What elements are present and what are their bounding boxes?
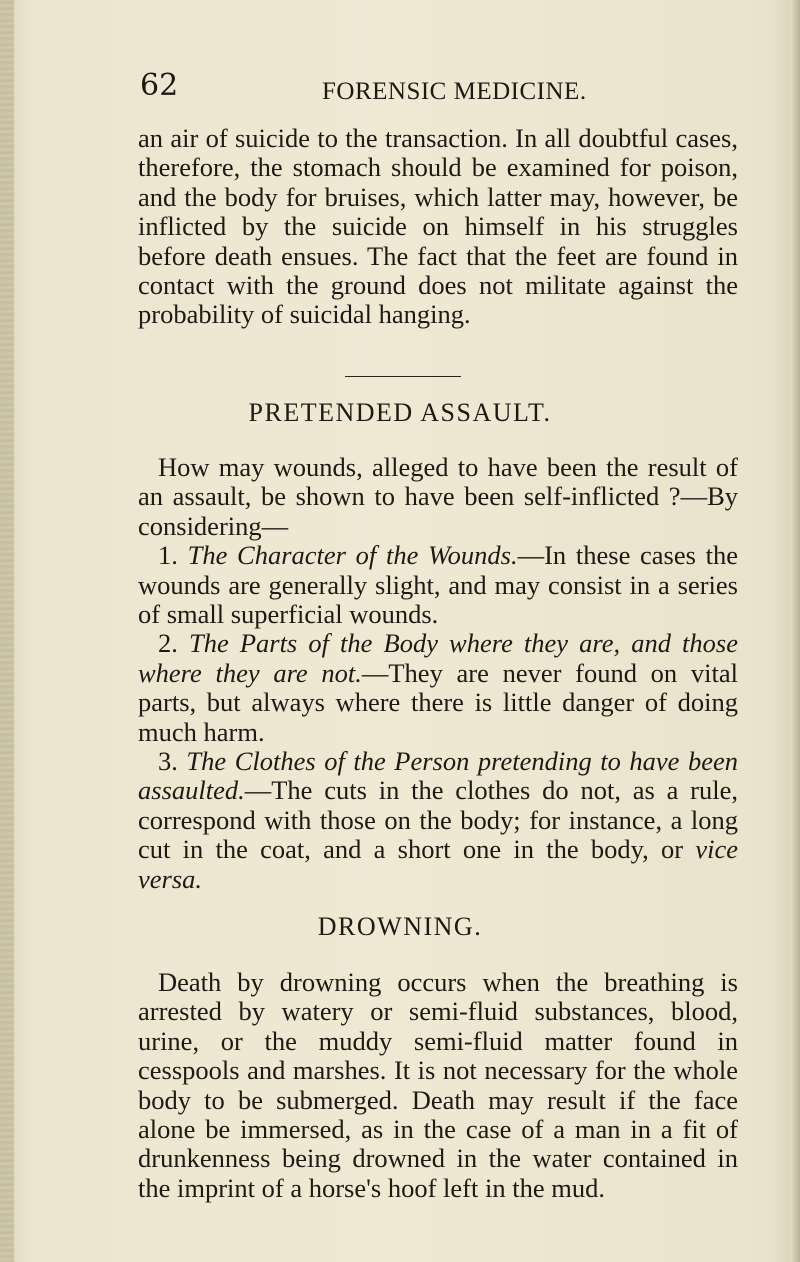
section-heading-drowning: DROWNING. [317,912,483,941]
list-item-character-of-wounds [138,541,738,629]
drowning-section [138,968,738,1203]
item-text: —In these cases the wounds are generally slight, and may consist in a series of small superficial wounds. [138,540,738,630]
item-number: 1. [158,540,188,571]
item-text: —The cuts in the clothes do not, as a rule, correspond with those on the body; for instance, a long cut in the coat, and a short one in the body, or [138,775,738,865]
item-title: The Clothes of the Person pretending to have been assaulted. [138,746,739,806]
item-number: 2. [158,628,189,659]
item-title: The Parts of the Body where they are, and those where they are not. [138,628,738,688]
item-tail: vice versa. [138,834,738,894]
section-heading-pretended-assault: PRETENDED ASSAULT. [248,398,552,427]
item-title: The Character of the Wounds. [187,540,518,571]
item-text: —They are never found on vital parts, but always where there is little danger of doing much harm. [138,657,738,747]
paragraph-text: an air of suicide to the transaction. In all doubtful cases, therefore, the stomach should be examined for poison, and the body for bruises, which latter may, however, be inflicted by the suicide on himself in his struggles before death ensues. The fact that the feet are found in contact with the ground does not militate against the probability of suicidal hanging. [138,123,738,330]
page-number: 62 [140,68,179,103]
pretended-assault-section [138,453,738,894]
running-head [0,68,800,108]
page-outer-edge [790,0,800,1262]
hanging-conclusion-paragraph [138,124,738,330]
list-item-parts-of-body [138,629,738,747]
page-binding-edge [0,0,14,1262]
running-title: FORENSIC MEDICINE. [322,78,587,105]
intro-paragraph: How may wounds, alleged to have been the result of an assault, be shown to have been self-inflicted ?—By considering— [138,452,738,541]
item-number: 3. [158,746,187,777]
drowning-paragraph: Death by drowning occurs when the breathing is arrested by watery or semi-fluid substances, blood, urine, or the muddy semi-fluid matter found in cesspools and marshes. It is not necessary for the whole body to be submerged. Death may result if the face alone be immersed, as in the case of a man in a fit of drunkenness being drowned in the water contained in the imprint of a horse's hoof left in the mud. [138,967,738,1203]
list-item-clothes [138,747,738,894]
section-divider [345,376,461,377]
